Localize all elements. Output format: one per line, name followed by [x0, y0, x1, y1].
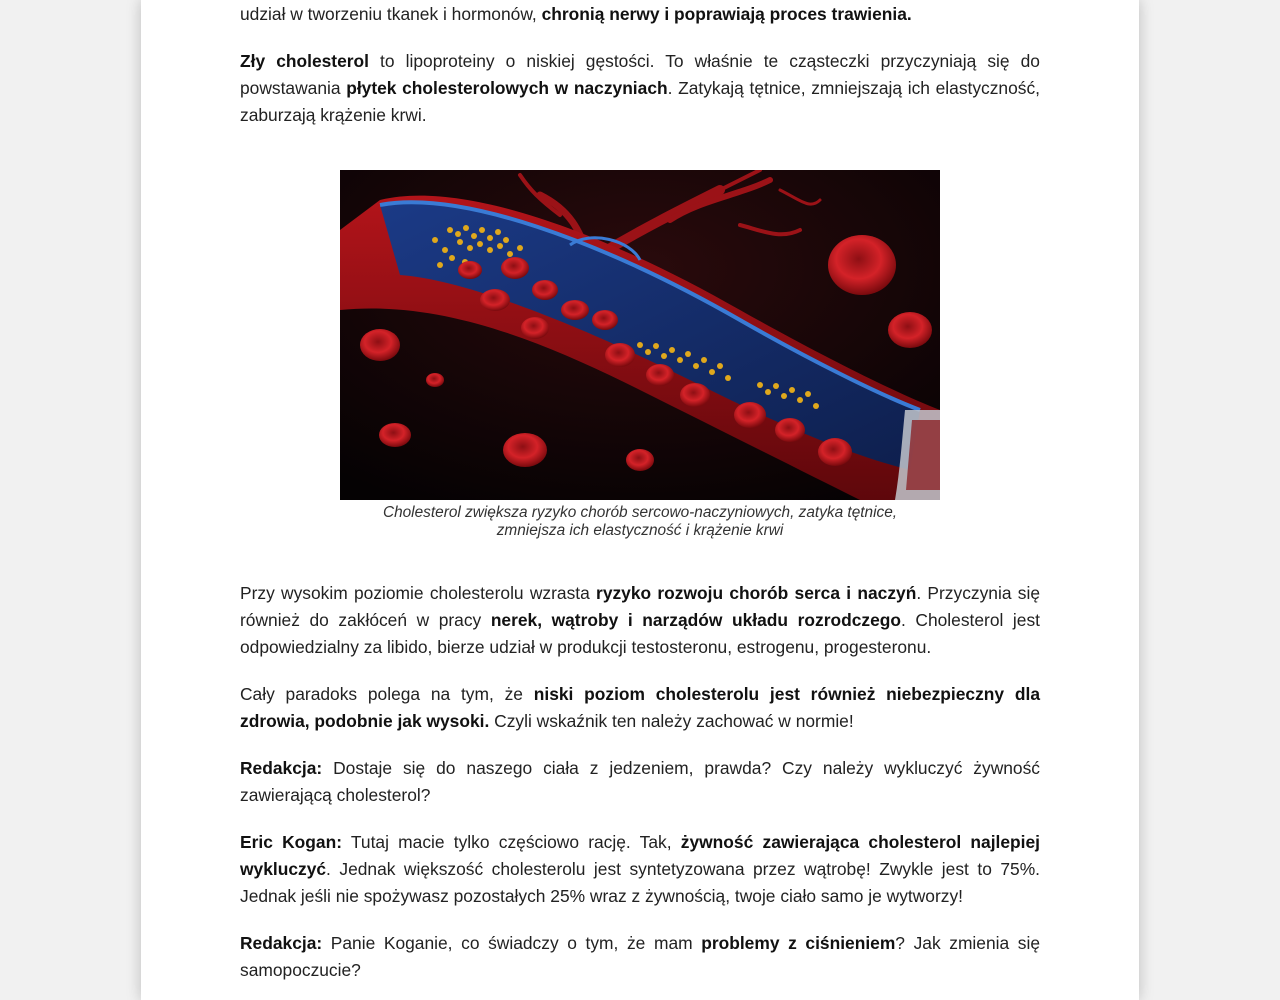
paragraph-good-cholesterol-end [240, 1, 1040, 28]
figure-caption [340, 504, 940, 540]
text: . Jednak większość cholesterolu jest syntetyzowana przez wątrobę! Zwykle jest to 75%. Jednak jeśli nie spożywasz pozostałych 25% wraz z żywnością, twoje ciało samo je wytworzy! [240, 859, 1040, 906]
text: to lipoproteiny o niskiej gęstości. To właśnie te cząsteczki przyczyniają się do powstawania [240, 51, 1040, 98]
text: Czyli wskaźnik ten należy zachować w normie! [489, 711, 854, 731]
paragraph-paradox [240, 681, 1040, 735]
bold-text: żywność zawierająca cholesterol najlepiej wykluczyć [240, 832, 1041, 879]
paragraph-bad-cholesterol [240, 48, 1040, 129]
caption-line: zmniejsza ich elastyczność i krążenie krwi [496, 522, 784, 539]
text: Dostaje się do naszego ciała z jedzeniem, prawda? Czy należy wykluczyć żywność zawierającą cholesterol? [240, 758, 1040, 805]
text: ? Jak zmienia się samopoczucie? [240, 933, 1041, 980]
speaker-label: Eric Kogan: [240, 832, 342, 852]
paragraph-high-cholesterol-risk [240, 580, 1040, 661]
blood-vessel-cholesterol-illustration [340, 170, 940, 500]
speaker-label: Redakcja: [240, 933, 323, 953]
text: Tutaj macie tylko częściowo rację. Tak, [342, 832, 681, 852]
bold-text: ryzyko rozwoju chorób serca i naczyń [596, 583, 917, 603]
article-figure [340, 170, 940, 540]
speaker-label: Redakcja: [240, 758, 323, 778]
bold-text: płytek cholesterolowych w naczyniach [346, 78, 668, 98]
bold-text: niski poziom cholesterolu jest również niebezpieczny dla zdrowia, podobnie jak wysoki. [240, 684, 1040, 731]
bold-text: problemy z ciśnieniem [701, 933, 896, 953]
text: Przy wysokim poziomie cholesterolu wzrasta [240, 583, 597, 603]
paragraph-answer-kogan [240, 829, 1040, 910]
bold-text: Zły cholesterol [240, 51, 369, 71]
text: Cały paradoks polega na tym, że [240, 684, 534, 704]
text: . Przyczynia się również do zakłóceń w pracy [240, 583, 1040, 630]
text: udział w tworzeniu tkanek i hormonów, [240, 4, 542, 24]
text: . Zatykają tętnice, zmniejszają ich elastyczność, zaburzają krążenie krwi. [240, 78, 1041, 125]
paragraph-question-food [240, 755, 1040, 809]
paragraph-question-pressure [240, 930, 1040, 984]
bold-text: nerek, wątroby i narządów układu rozrodczego [490, 610, 901, 630]
caption-line: Cholesterol zwiększa ryzyko chorób sercowo-naczyniowych, zatyka tętnice, [382, 504, 898, 521]
text: Panie Koganie, co świadczy o tym, że mam [322, 933, 702, 953]
text: . Cholesterol jest odpowiedzialny za libido, bierze udział w produkcji testosteronu, estrogenu, progesteronu. [240, 610, 1040, 657]
article-page [141, 0, 1139, 1000]
bold-text: chronią nerwy i poprawiają proces trawienia. [541, 4, 912, 24]
